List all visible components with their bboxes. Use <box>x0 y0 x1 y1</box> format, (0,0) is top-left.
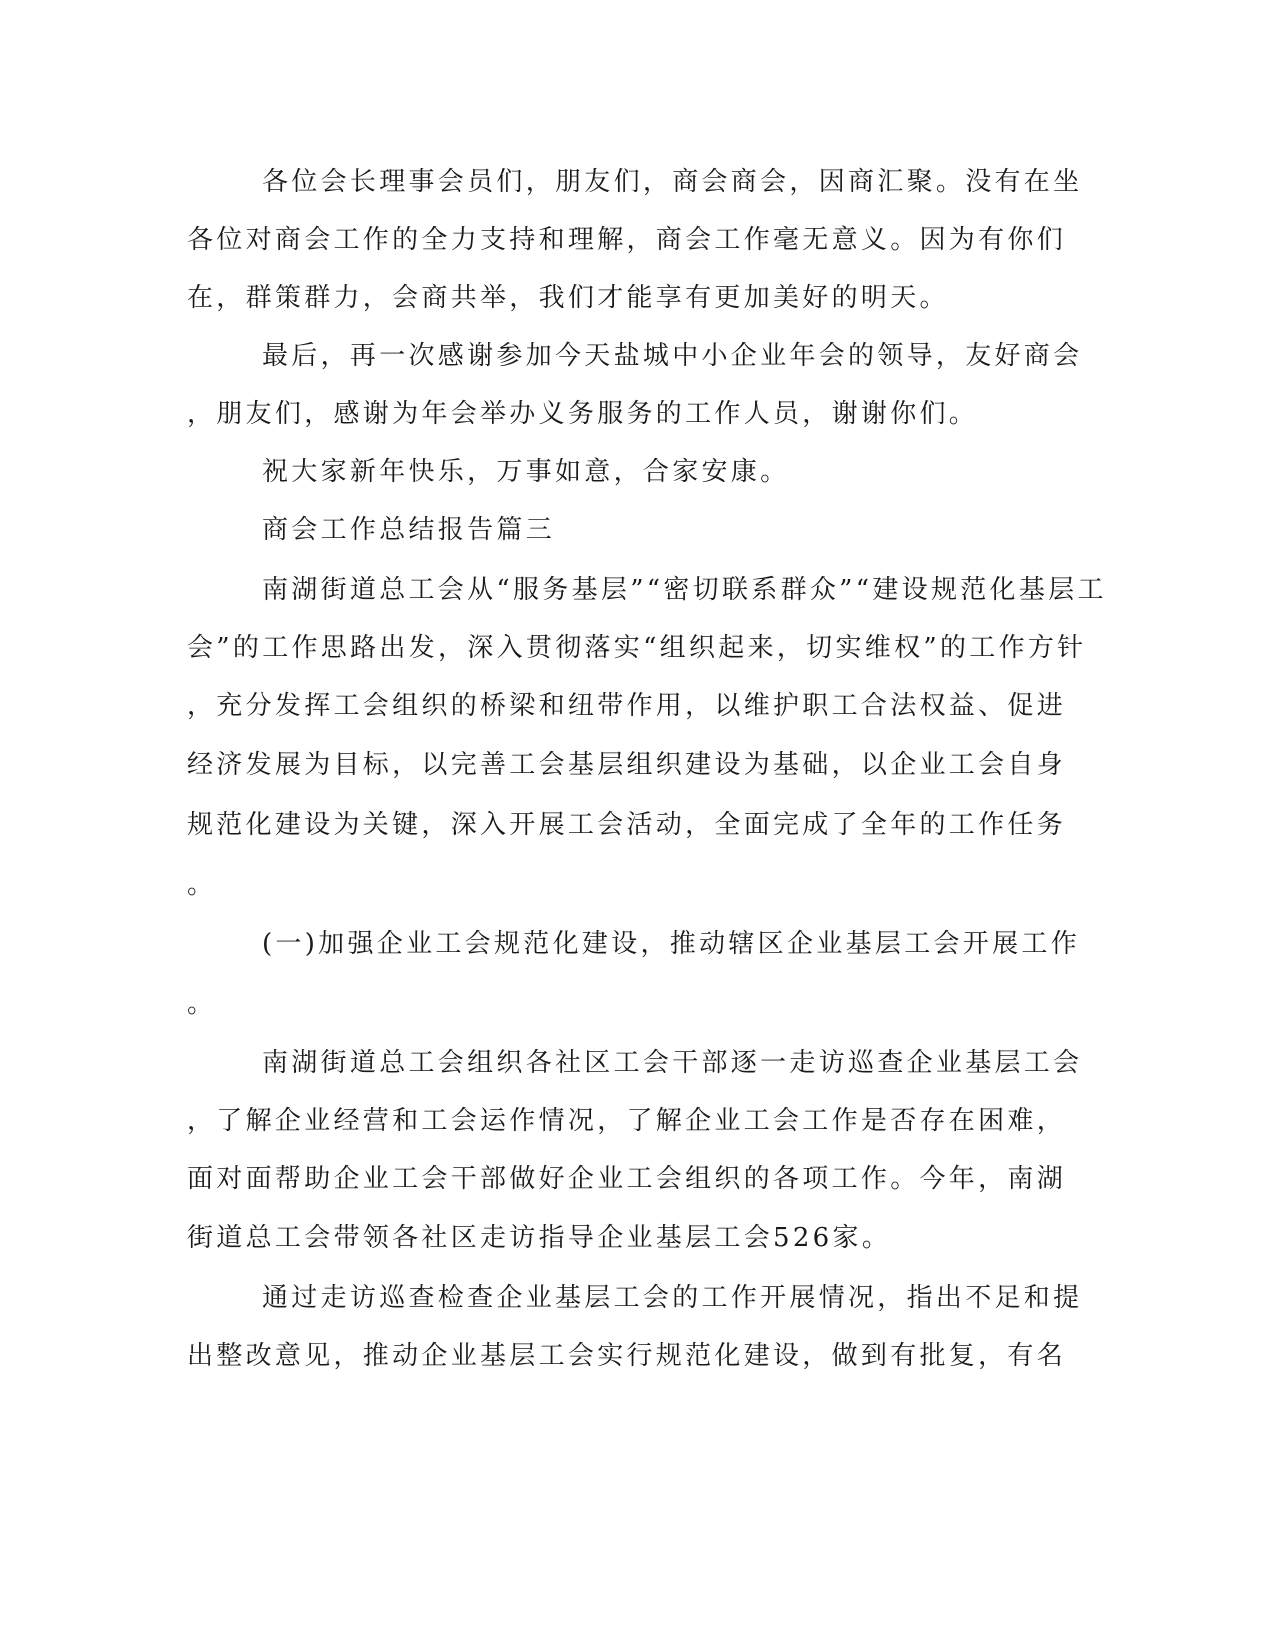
paragraph-6-line-2: 出整改意见，推动企业基层工会实行规范化建设，做到有批复，有名 <box>187 1341 1067 1371</box>
paragraph-1-line-2: 各位对商会工作的全力支持和理解，商会工作毫无意义。因为有你们 <box>187 225 1067 255</box>
paragraph-3-line-1: 祝大家新年快乐，万事如意，合家安康。 <box>262 457 790 487</box>
paragraph-2-line-2: ，朋友们，感谢为年会举办义务服务的工作人员，谢谢你们。 <box>187 399 979 429</box>
paragraph-4-line-4: 经济发展为目标，以完善工会基层组织建设为基础，以企业工会自身 <box>187 750 1067 780</box>
section-heading: 商会工作总结报告篇三 <box>262 515 556 545</box>
paragraph-5-line-3: 面对面帮助企业工会干部做好企业工会组织的各项工作。今年，南湖 <box>187 1164 1067 1194</box>
paragraph-4-line-1: 南湖街道总工会从“服务基层”“密切联系群众”“建设规范化基层工 <box>262 575 1107 605</box>
paragraph-4-line-6: 。 <box>187 870 217 900</box>
paragraph-4-line-2: 会”的工作思路出发，深入贯彻落实“组织起来，切实维权”的工作方针 <box>187 633 1087 663</box>
paragraph-1-line-3: 在，群策群力，会商共举，我们才能享有更加美好的明天。 <box>187 283 949 313</box>
paragraph-2-line-1: 最后，再一次感谢参加今天盐城中小企业年会的领导，友好商会 <box>262 341 1083 371</box>
subheading-1-line-2: 。 <box>187 989 217 1019</box>
paragraph-4-line-5: 规范化建设为关键，深入开展工会活动，全面完成了全年的工作任务 <box>187 810 1067 840</box>
paragraph-5-line-4: 街道总工会带领各社区走访指导企业基层工会526家。 <box>187 1223 892 1253</box>
paragraph-5-line-1: 南湖街道总工会组织各社区工会干部逐一走访巡查企业基层工会 <box>262 1048 1083 1078</box>
paragraph-5-line-2: ，了解企业经营和工会运作情况，了解企业工会工作是否存在困难， <box>187 1106 1067 1136</box>
paragraph-6-line-1: 通过走访巡查检查企业基层工会的工作开展情况，指出不足和提 <box>262 1283 1083 1313</box>
paragraph-4-line-3: ，充分发挥工会组织的桥梁和纽带作用，以维护职工合法权益、促进 <box>187 691 1067 721</box>
paragraph-1-line-1: 各位会长理事会员们，朋友们，商会商会，因商汇聚。没有在坐 <box>262 167 1083 197</box>
subheading-1-line-1: (一)加强企业工会规范化建设，推动辖区企业基层工会开展工作 <box>262 929 1080 959</box>
